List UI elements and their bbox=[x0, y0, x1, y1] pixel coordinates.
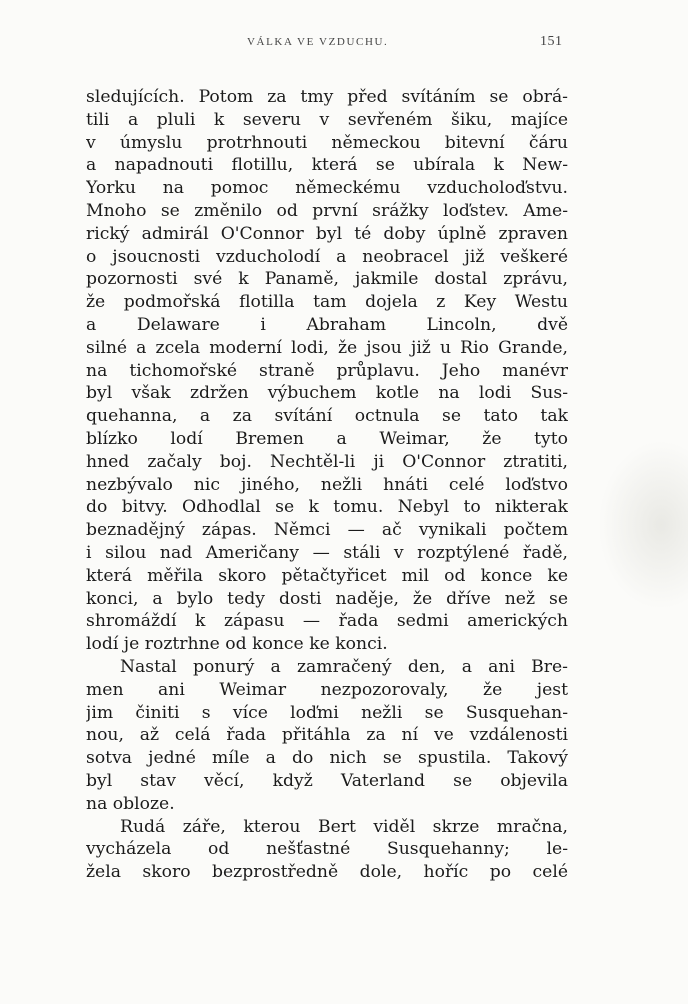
text-line: quehanna, a za svítání octnula se tato tak bbox=[86, 406, 568, 427]
text-line: Yorku na pomoc německému vzducholoďstvu. bbox=[86, 178, 568, 199]
text-line: na obloze. bbox=[86, 793, 175, 814]
paragraph-start-line: Nastal ponurý a zamračený den, a ani Bre- bbox=[120, 656, 568, 677]
page-number: 151 bbox=[540, 34, 563, 49]
text-line: do bitvy. Odhodlal se k tomu. Nebyl to nikterak bbox=[86, 497, 568, 518]
text-line: lodí je roztrhne od konce ke konci. bbox=[86, 634, 388, 655]
text-line: jim činiti s více loďmi nežli se Susquehan- bbox=[86, 702, 568, 723]
text-line: men ani Weimar nezpozorovaly, že jest bbox=[86, 679, 568, 700]
page-header bbox=[0, 36, 688, 56]
paper-stain bbox=[598, 440, 688, 610]
text-line: a Delaware i Abraham Lincoln, dvě bbox=[86, 314, 568, 335]
text-line: o jsoucnosti vzducholodí a neobracel již veškeré bbox=[86, 246, 568, 267]
text-line: blízko lodí Bremen a Weimar, že tyto bbox=[86, 428, 568, 449]
text-line: beznadějný zápas. Němci — ač vynikali počtem bbox=[86, 520, 568, 541]
text-line: že podmořská flotilla tam dojela z Key Westu bbox=[86, 292, 568, 313]
text-line: hned začaly boj. Nechtěl-li ji O'Connor ztratiti, bbox=[86, 451, 568, 472]
text-line: v úmyslu protrhnouti německou bitevní čáru bbox=[86, 132, 568, 153]
running-head: VÁLKA VE VZDUCHU. bbox=[247, 36, 389, 48]
body-text bbox=[86, 86, 568, 884]
text-line: vycházela od nešťastné Susquehanny; le- bbox=[86, 839, 568, 860]
text-line: žela skoro bezprostředně dole, hoříc po celé bbox=[86, 862, 568, 883]
text-line: nou, až celá řada přitáhla za ní ve vzdálenosti bbox=[86, 725, 568, 746]
text-line: shromáždí k zápasu — řada sedmi amerických bbox=[86, 611, 568, 632]
text-line: sledujících. Potom za tmy před svítáním se obrá- bbox=[86, 87, 568, 107]
text-line: tili a pluli k severu v sevřeném šiku, majíce bbox=[86, 109, 568, 130]
text-line: sotva jedné míle a do nich se spustila. Takový bbox=[86, 748, 568, 769]
text-line: konci, a bylo tedy dosti naděje, že dříve než se bbox=[86, 588, 568, 609]
text-line: byl stav věcí, když Vaterland se objevila bbox=[86, 770, 568, 791]
text-line: rický admirál O'Connor byl té doby úplně zpraven bbox=[86, 223, 568, 244]
text-line: na tichomořské straně průplavu. Jeho manévr bbox=[86, 360, 568, 381]
text-line: byl však zdržen výbuchem kotle na lodi Sus- bbox=[86, 383, 568, 404]
text-line: která měřila skoro pětačtyřicet mil od konce ke bbox=[86, 565, 568, 586]
paragraph-start-line: Rudá záře, kterou Bert viděl skrze mračna, bbox=[120, 816, 568, 837]
text-line: i silou nad Američany — stáli v rozptýlené řadě, bbox=[86, 542, 568, 563]
text-line: pozornosti své k Panamě, jakmile dostal zprávu, bbox=[86, 269, 568, 290]
text-line: silné a zcela moderní lodi, že jsou již u Rio Grande, bbox=[86, 337, 568, 358]
text-line: nezbývalo nic jiného, nežli hnáti celé loďstvo bbox=[86, 474, 568, 495]
text-line: a napadnouti flotillu, která se ubírala k New- bbox=[86, 155, 568, 176]
text-line: Mnoho se změnilo od první srážky loďstev. Ame- bbox=[86, 200, 568, 221]
